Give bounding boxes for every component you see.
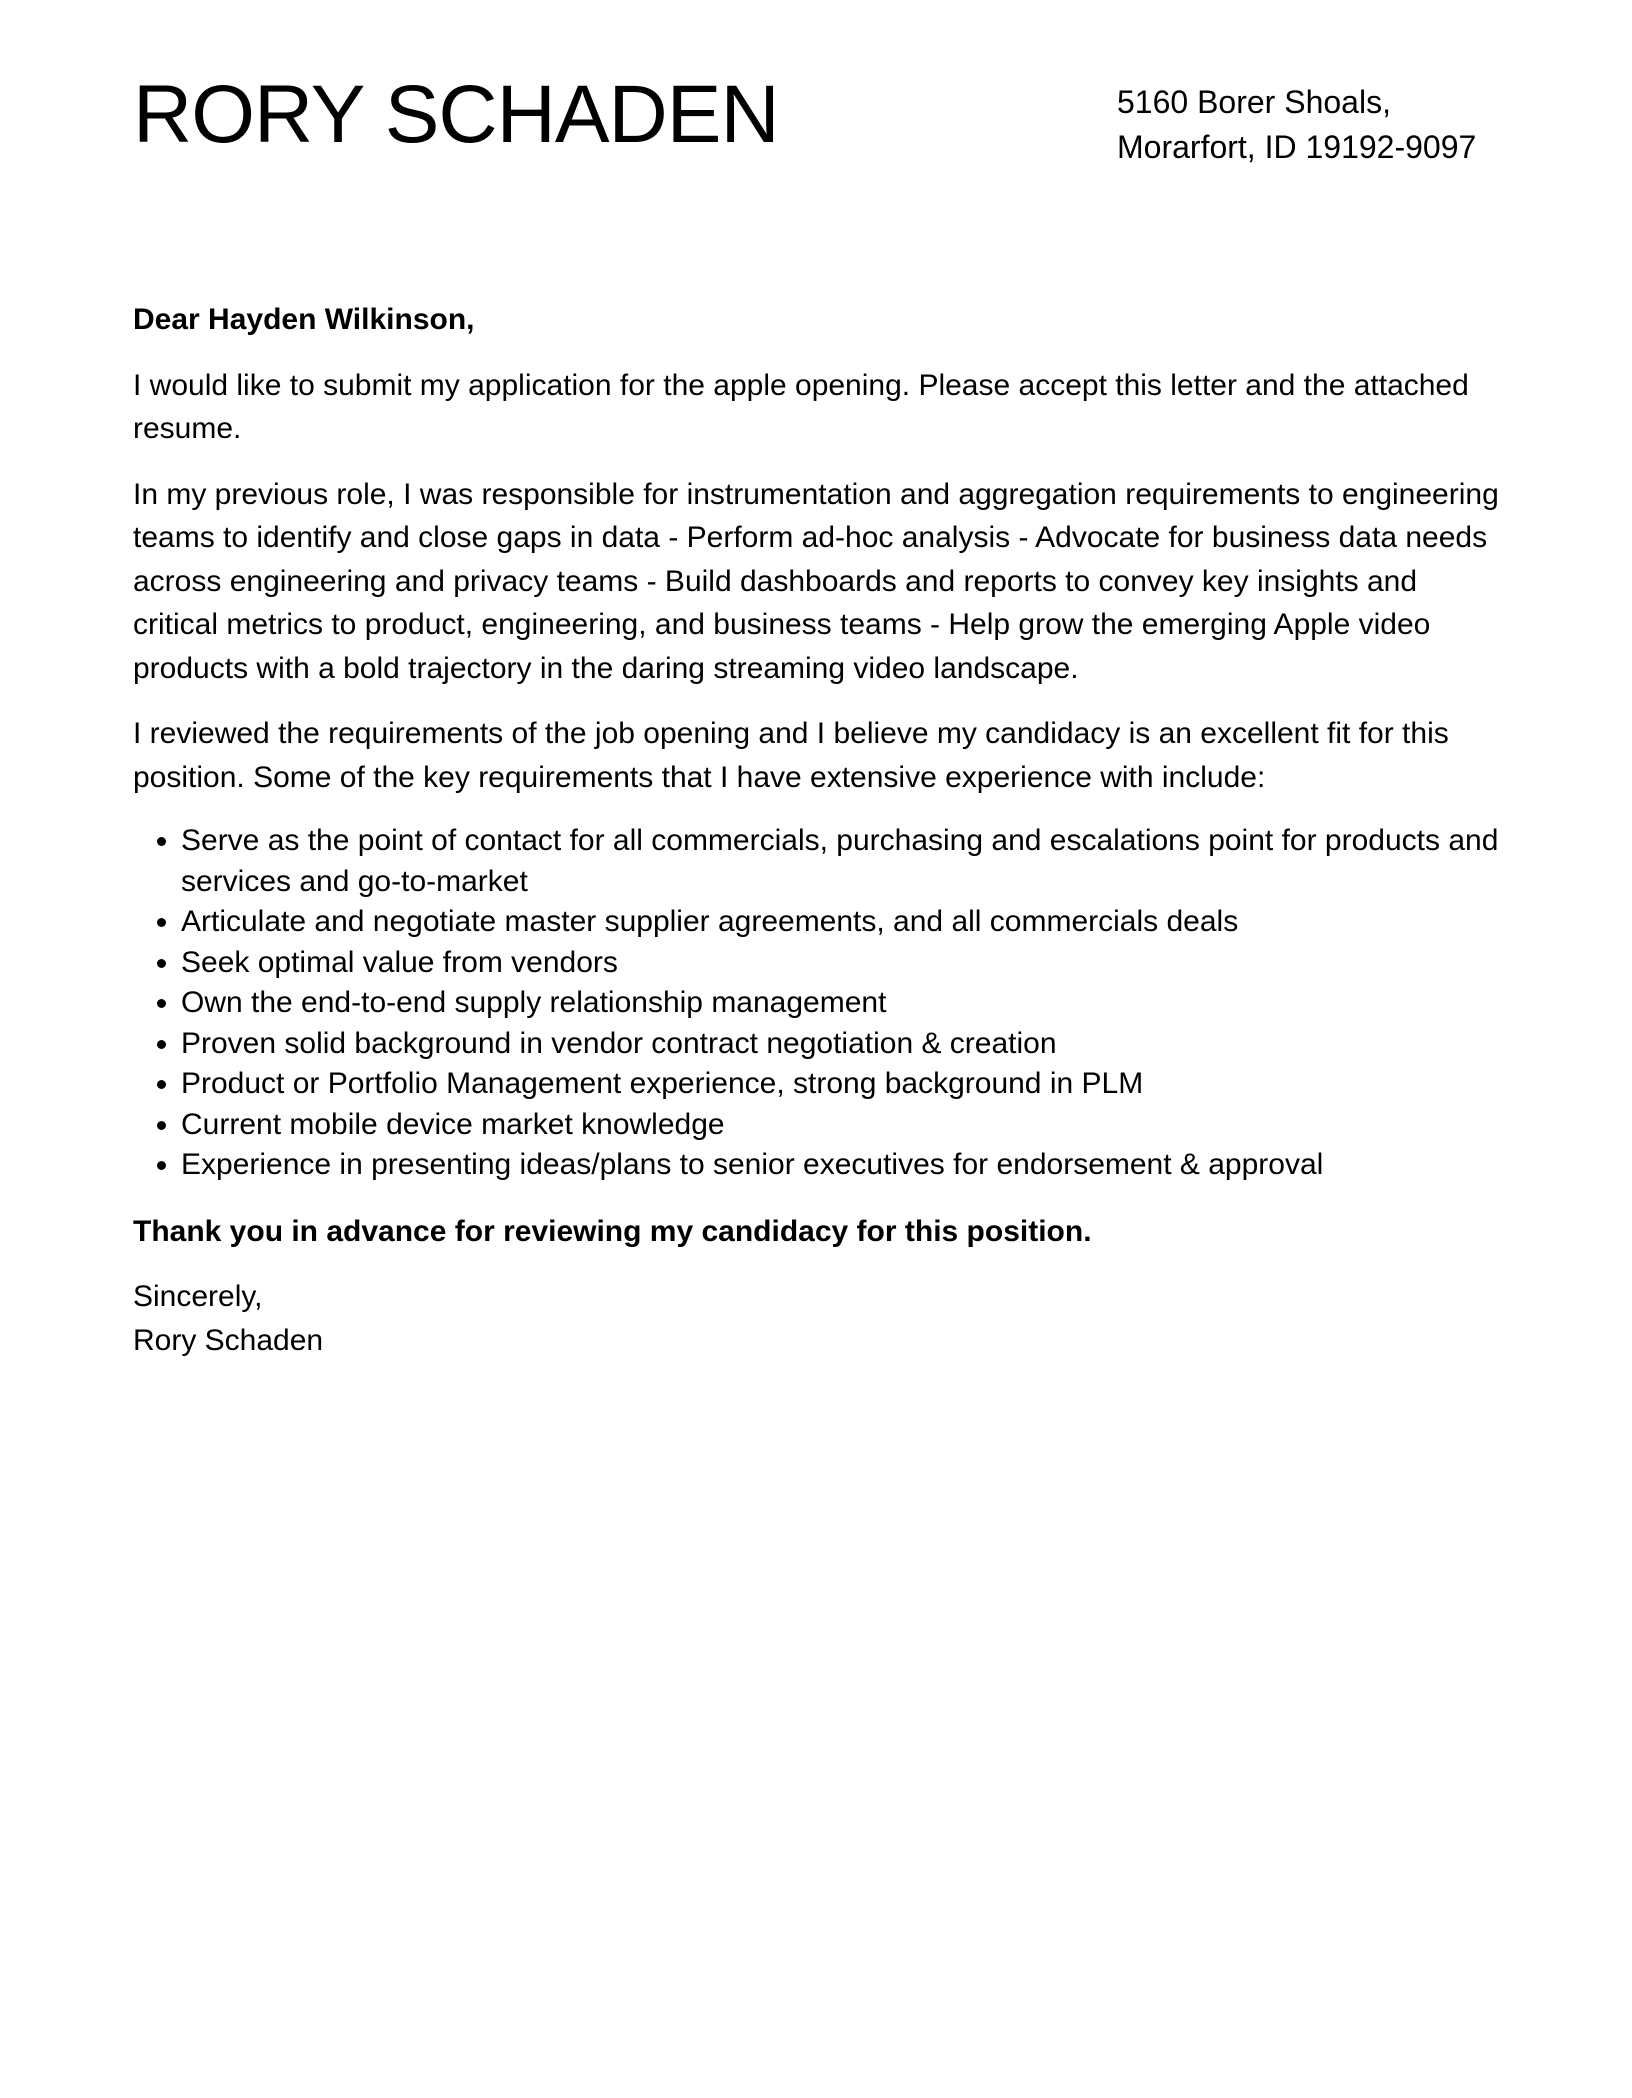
intro-paragraph: I would like to submit my application for the apple opening. Please accept this letter and the attached resume. — [133, 368, 1469, 445]
requirements-intro-paragraph: I reviewed the requirements of the job opening and I believe my candidacy is an excellent fit for this position. Some of the key requirements that I have extensive experience with include: — [133, 717, 1449, 794]
list-item: • Serve as the point of contact for all commercials, purchasing and escalations point for products and services and go-to-market — [181, 821, 1503, 902]
list-item: • Seek optimal value from vendors — [181, 943, 1503, 984]
list-item: • Experience in presenting ideas/plans to senior executives for endorsement & approval — [181, 1145, 1503, 1186]
applicant-name: RORY SCHADEN — [133, 69, 779, 160]
applicant-address — [1117, 80, 1537, 170]
list-item: • Product or Portfolio Management experience, strong background in PLM — [181, 1064, 1503, 1105]
list-item: • Own the end-to-end supply relationship management — [181, 983, 1503, 1024]
address-line-1: 5160 Borer Shoals, — [1117, 84, 1391, 120]
requirements-list — [133, 821, 1503, 1186]
letter-body — [133, 298, 1503, 1362]
experience-paragraph: In my previous role, I was responsible for instrumentation and aggregation requirements to engineering teams to identify and close gaps in data - Perform ad-hoc analysis - Advocate for business data needs across engineering and privacy teams - Build dashboards and reports to convey key insights and critical metrics to product, engineering, and business teams - Help grow the emerging Apple video products with a bold trajectory in the daring streaming video landscape. — [133, 477, 1499, 685]
list-item: • Proven solid background in vendor contract negotiation & creation — [181, 1024, 1503, 1065]
address-line-2: Morarfort, ID 19192-9097 — [1117, 129, 1477, 165]
closing-sentence: Thank you in advance for reviewing my candidacy for this position. — [133, 1214, 1092, 1248]
signature-name: Rory Schaden — [133, 1323, 324, 1357]
greeting: Dear Hayden Wilkinson, — [133, 303, 475, 336]
signoff-block — [133, 1275, 1503, 1362]
signoff: Sincerely, — [133, 1280, 263, 1313]
list-item: • Current mobile device market knowledge — [181, 1105, 1503, 1146]
list-item: • Articulate and negotiate master supplier agreements, and all commercials deals — [181, 902, 1503, 943]
